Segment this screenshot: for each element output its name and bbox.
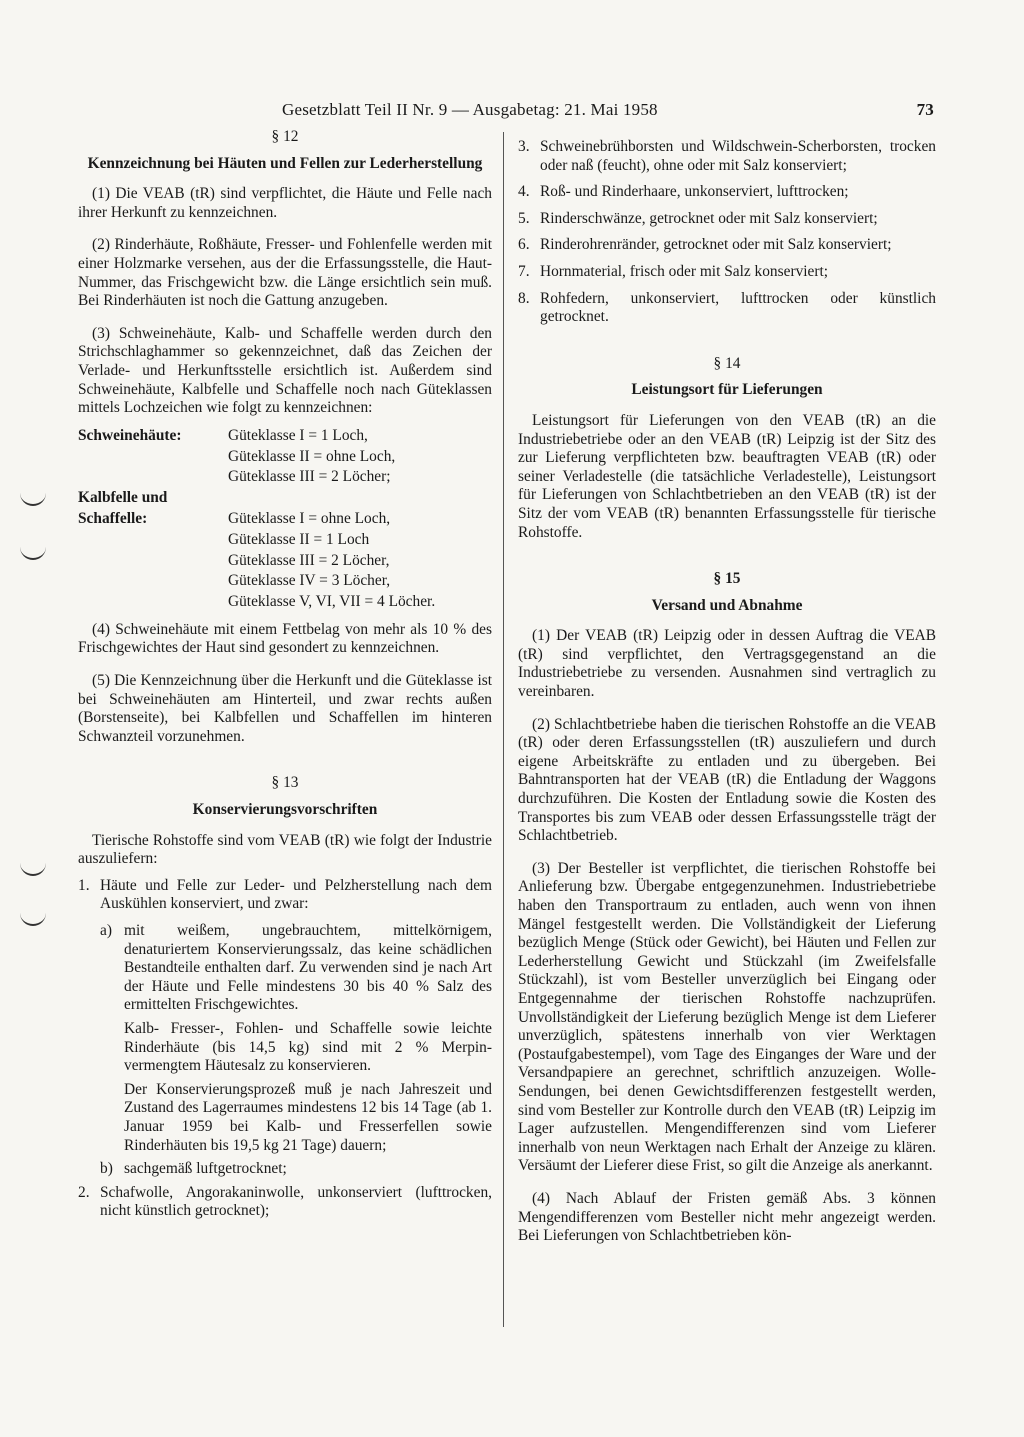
paragraph: Leistungsort für Lieferungen von den VEAB (tR) an die Industriebetriebe oder an den VEAB (tR) Leipzig ist der Sitz des zur Lieferung verpflichteten bzw. beauftragten VEAB (tR) oder seiner Verladestelle (die tatsächliche Verladestelle), Leistungsort für Lieferungen von Schlachtbetrieben an den VEAB (tR) ist der Sitz der vom VEAB (tR) benannten Erfassungsstelle für tierische Rohstoffe. — [518, 411, 936, 541]
paragraph: (3) Schweinehäute, Kalb- und Schaffelle werden durch den Strichschlaghammer so gekennzeichnet, daß das Zeichen der Verlade- und Herkunftsstelle ersichtlich ist. Außerdem sind Schweinehäute, Kalbfelle und Schaffelle noch nach Güteklassen mittels Lochzeichen wie folgt zu kennzeichnen: — [78, 324, 492, 417]
page-number: 73 — [916, 100, 934, 119]
paragraph: (2) Schlachtbetriebe haben die tierischen Rohstoffe an die VEAB (tR) oder deren Erfassungsstellen (tR) auszuliefern und durch eigene Arbeitskräfte zu entladen und zu übergeben. Bei Bahntransporten hat der VEAB (tR) die Entladung der Waggons durchzuführen. Die Kosten der Entladung sowie die Kosten des Transportes bis zum VEAB oder dessen Erfassungsstelle trägt der Schlachtbetrieb. — [518, 715, 936, 845]
section-12-heading: Kennzeichnung bei Häuten und Fellen zur Lederherstellung — [87, 154, 483, 172]
paragraph: (4) Schweinehäute mit einem Fettbelag von mehr als 10 % des Frischgewichtes der Haut sind gesondert zu kennzeichnen. — [78, 620, 492, 657]
paragraph: Kalb- Fresser-, Fohlen- und Schaffelle sowie leichte Rinderhäute (bis 14,5 kg) sind mit 2 % Merpin-vermengtem Häutesalz zu konservieren. — [124, 1019, 492, 1075]
section-12-number: § 12 — [271, 128, 299, 145]
section-15-heading: Versand und Abnahme — [651, 596, 803, 614]
paragraph: Tierische Rohstoffe sind vom VEAB (tR) wie folgt der Industrie auszuliefern: — [78, 831, 492, 868]
section-13-number: § 13 — [271, 774, 299, 792]
section-14-heading: Leistungsort für Lieferungen — [631, 381, 823, 399]
paragraph: (1) Der VEAB (tR) Leipzig oder in dessen Auftrag die VEAB (tR) sind verpflichtet, den Vertragsgegenstand an die Industriebetriebe zu versenden. Ausnahmen sind vertraglich zu vereinbaren. — [518, 627, 936, 701]
margin-mark — [20, 546, 46, 560]
column-divider — [503, 132, 504, 1327]
paragraph: (5) Die Kennzeichnung über die Herkunft und die Güteklasse ist bei Schweinehäuten am Hinterteil, und zwar rechts außen (Borstenseite), bei Kalbfellen und Schaffellen im hinteren Schwanzteil vorzunehmen. — [78, 672, 492, 745]
left-column — [78, 128, 492, 1231]
grade-row: Güteklasse II = 1 Loch — [228, 530, 370, 548]
paragraph: (3) Der Besteller ist verpflichtet, die tierischen Rohstoffe bei Anlieferung bzw. Übergabe entgegenzunehmen. Industriebetriebe haben den Transportraum zu entladen, auch wenn von ihnen Mängel festgestellt werden. Die Vollständigkeit der Lieferung bezüglich Menge (Stück oder Gewicht), bei Häuten und Fellen zur Lederherstellung Gewicht und Stückzahl (im Zweifelsfalle Stückzahl), ist vom Besteller unverzüglich bei Eingang oder Entgegennahme der tierischen Rohstoffe nachzuprüfen. Unvollständigkeit der Lieferung bezüglich Menge ist dem Lieferer unverzüglich, spätestens innerhalb von vier Werktagen (Postaufgabestempel), vom Tage des Einganges der Ware und der Versandpapiere an gerechnet, schriftlich anzuzeigen. Wolle-Sendungen, bei denen Gewichtsdifferenzen festgestellt werden, sind vom Besteller zur Kontrolle durch den VEAB (tR) Leipzig im Lager aufzustellen. Mengendifferenzen sind vom Lieferer innerhalb von neun Werktagen nach Erhalt der Anzeige zu klären. Versäumt der Lieferer diese Frist, so gilt die Anzeige als anerkannt. — [518, 859, 936, 1175]
paragraph: (4) Nach Ablauf der Fristen gemäß Abs. 3 können Mengendifferenzen vom Besteller nicht mehr angezeigt werden. Bei Lieferungen von Schlachtbetrieben kön- — [518, 1189, 936, 1245]
margin-mark — [20, 862, 46, 876]
section-15-number: § 15 — [713, 570, 741, 588]
list-item: 6. Rinderohrenränder, getrocknet oder mit Salz konserviert; — [518, 236, 892, 254]
raw-materials-list — [518, 138, 936, 327]
grade-row: Güteklasse II = ohne Loch, — [228, 447, 396, 465]
sub-list — [78, 922, 492, 1015]
paragraph: (1) Die VEAB (tR) sind verpflichtet, die Häute und Felle nach ihrer Herkunft zu kennzeichnen. — [78, 185, 492, 221]
margin-mark — [20, 492, 46, 506]
grade-row: Güteklasse IV = 3 Löcher, — [228, 572, 391, 590]
grade-row: Kalbfelle und — [78, 489, 168, 507]
list-item: 8. Rohfedern, unkonserviert, lufttrocken oder künstlich getrocknet. — [518, 289, 936, 326]
section-14-number: § 14 — [713, 354, 741, 372]
grade-row: Güteklasse V, VI, VII = 4 Löcher. — [228, 593, 436, 611]
section-13-heading: Konservierungsvorschriften — [192, 801, 378, 819]
grade-row: Schaffelle: Güteklasse I = ohne Loch, — [78, 509, 391, 527]
list-item: a) mit weißem, ungebrauchtem, mittelkörnigem, denaturiertem Konservierungssalz, das keine schädlichen Bestandteile enthalten darf. Zu verwenden sind je nach Art der Häute und Felle mindestens 30 bis 40 % Salz des ermittelten Frischgewichtes. — [100, 922, 492, 1014]
list-item: 7. Hornmaterial, frisch oder mit Salz konserviert; — [518, 262, 829, 280]
grade-row: Güteklasse III = 2 Löcher; — [228, 468, 391, 486]
list-item: b) sachgemäß luftgetrocknet; — [100, 1160, 287, 1178]
conservation-list — [78, 877, 492, 1221]
list-item: 3. Schweinebrühborsten und Wildschwein-Scherborsten, trocken oder naß (feucht), ohne oder mit Salz konserviert; — [518, 138, 936, 174]
list-item: 4. Roß- und Rinderhaare, unkonserviert, lufttrocken; — [518, 183, 849, 201]
grade-row: Güteklasse III = 2 Löcher, — [228, 551, 390, 569]
grade-row: Schweinehäute: Güteklasse I = 1 Loch, — [78, 426, 368, 444]
right-column — [518, 138, 936, 1260]
paragraph: (2) Rinderhäute, Roßhäute, Fresser- und Fohlenfelle werden mit einer Holzmarke versehen, aus der die Erfassungsstelle, die Haut-Nummer, das Frischgewicht bzw. die Länge ersichtlich sein muß. Bei Rinderhäuten ist noch die Gattung anzugeben. — [78, 236, 492, 310]
list-item: 2. Schafwolle, Angorakaninwolle, unkonserviert (lufttrocken, nicht künstlich getrocknet); — [78, 1183, 492, 1220]
margin-mark — [20, 912, 46, 926]
grade-table — [78, 426, 492, 613]
list-item: 1. Häute und Felle zur Leder- und Pelzherstellung nach dem Auskühlen konserviert, und zwar: — [78, 876, 492, 913]
paragraph: Der Konservierungsprozeß muß je nach Jahreszeit und Zustand des Lagerraumes mindestens 12 bis 14 Tage (ab 1. Januar 1959 bei Kalb- und Fresserfellen sowie Rinderhäuten bis 19,5 kg 21 Tage) dauern; — [124, 1080, 492, 1154]
gazette-title: Gesetzblatt Teil II Nr. 9 — Ausgabetag: 21. Mai 1958 — [282, 100, 658, 119]
list-item: 5. Rinderschwänze, getrocknet oder mit Salz konserviert; — [518, 209, 878, 227]
sub-list — [78, 1160, 492, 1179]
